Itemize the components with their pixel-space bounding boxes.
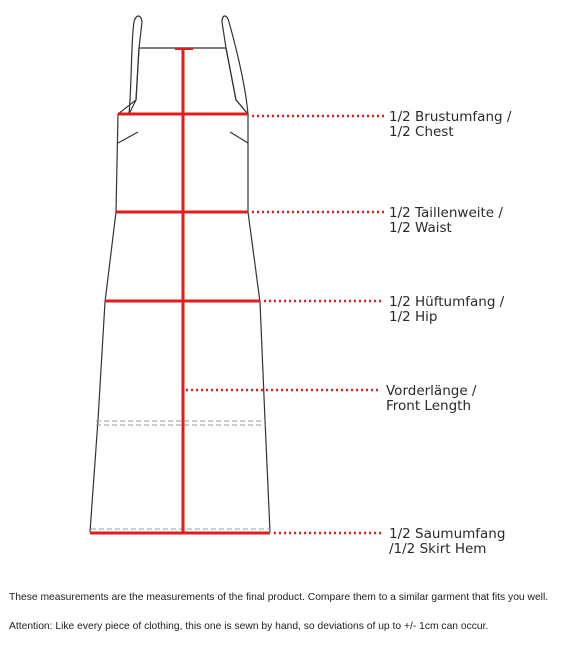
chest-label	[389, 110, 511, 140]
left-side-seam	[90, 114, 118, 532]
hip-label-de: 1/2 Hüftumfang /	[389, 294, 505, 310]
right-strap	[222, 16, 248, 114]
waist-label-de: 1/2 Taillenweite /	[389, 205, 503, 221]
left-dart	[118, 132, 138, 143]
hem-label	[389, 527, 505, 557]
left-bodice-side	[118, 48, 139, 114]
front-length-label-de: Vorderlänge /	[386, 383, 477, 399]
hem-label-en: /1/2 Skirt Hem	[389, 541, 487, 557]
measurement-note: These measurements are the measurements of the final product. Compare them to a similar garment that fits you well.	[9, 592, 549, 603]
right-dart	[230, 132, 248, 143]
hip-label-en: 1/2 Hip	[389, 309, 438, 325]
chest-label-de: 1/2 Brustumfang /	[389, 109, 512, 125]
attention-note: Attention: Like every piece of clothing, this one is sewn by hand, so deviations of up to +/- 1cm can occur.	[9, 621, 489, 632]
waist-label-en: 1/2 Waist	[389, 220, 452, 236]
waist-label	[389, 206, 503, 236]
hem-label-de: 1/2 Saumumfang	[389, 526, 506, 542]
chest-label-en: 1/2 Chest	[389, 124, 454, 140]
front-length-label	[386, 384, 476, 414]
front-length-label-en: Front Length	[386, 398, 472, 414]
hip-label	[389, 295, 504, 325]
right-bodice-side	[226, 48, 248, 114]
right-side-seam	[248, 114, 270, 532]
